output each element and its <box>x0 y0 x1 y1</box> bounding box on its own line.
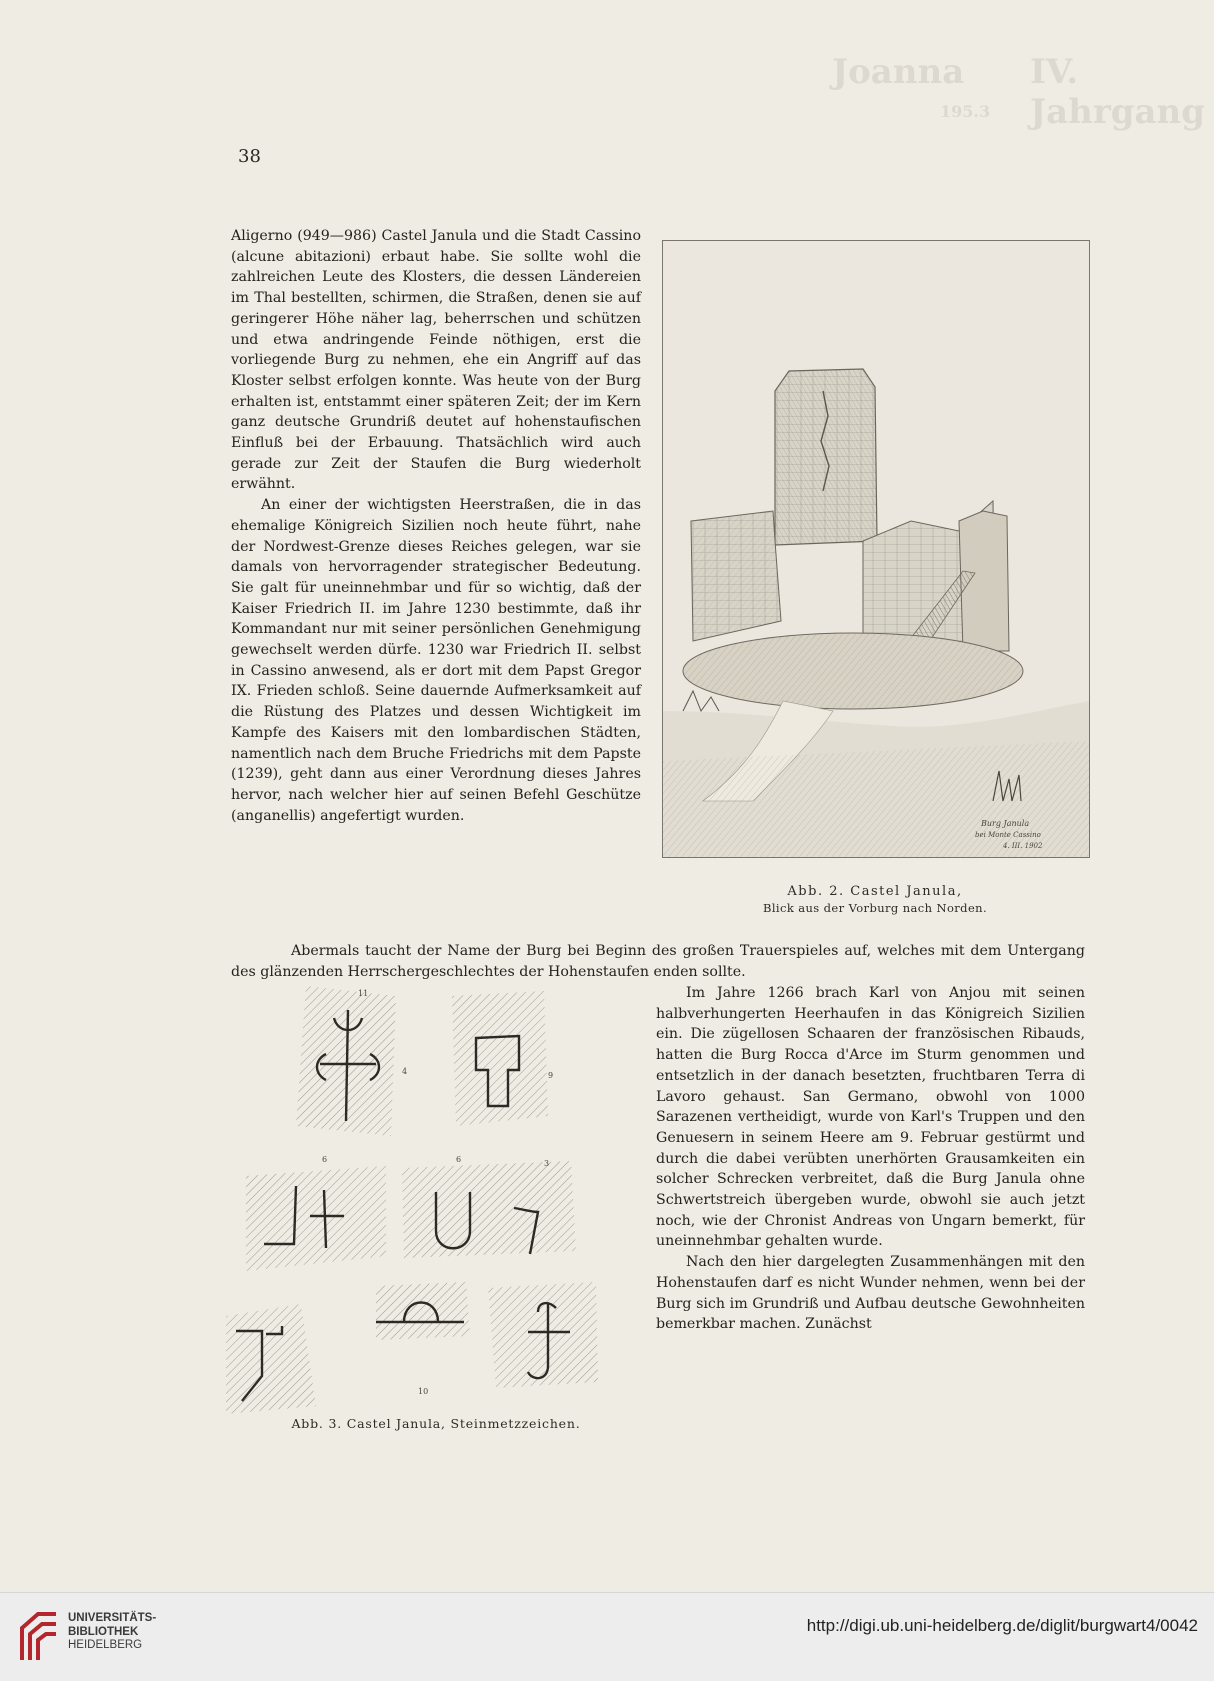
logo-line-2: BIBLIOTHEK <box>68 1625 139 1638</box>
mark-number-5: 6 <box>456 1155 462 1164</box>
castle-illustration <box>662 240 1090 858</box>
paragraph-3: Abermals taucht der Name der Burg bei Beginn des großen Trauerspieles auf, welches mit dem Untergang des glänzenden Herrschergeschlechtes der Hohenstaufen enden sollte. <box>231 943 1085 980</box>
paragraph-5: Nach den hier dargelegten Zusammenhängen mit den Hohenstaufen darf es nicht Wunder nehmen, wenn bei der Burg sich im Grundriß und Aufbau deutsche Gewohnheiten bemerkbar machen. Zunächst <box>656 1254 1085 1333</box>
library-logo-icon <box>16 1606 62 1662</box>
mark-number-3: 9 <box>548 1071 554 1080</box>
logo-line-3: HEIDELBERG <box>68 1639 143 1651</box>
figure-3-caption: Abb. 3. Castel Janula, Steinmetzzeichen. <box>291 1416 581 1431</box>
page-number: 38 <box>238 146 261 167</box>
artist-signature-line-2: bei Monte Cassino <box>975 831 1041 839</box>
viewer-footer <box>0 1592 1214 1681</box>
right-column <box>656 983 1085 1335</box>
mark-number-7: 10 <box>418 1387 429 1396</box>
bleed-through-mark: 195.3 <box>940 102 991 121</box>
figure-2-caption-title: Abb. 2. Castel Janula, <box>787 884 963 899</box>
artist-signature-line-3: 4. III. 1902 <box>1003 842 1043 850</box>
full-width-paragraph <box>231 941 1085 982</box>
left-column <box>231 226 641 826</box>
logo-line-1: UNIVERSITÄTS- <box>68 1612 157 1624</box>
mark-number-2: 4 <box>402 1067 408 1076</box>
mark-number-1: 11 <box>358 989 369 998</box>
bleed-through-heading-left: Joanna <box>832 52 965 92</box>
stonemason-marks-icon <box>226 986 646 1416</box>
paragraph-2: An einer der wichtigsten Heerstraßen, die in das ehemalige Königreich Sizilien noch heute führt, nahe der Nordwest-Grenze dieses Reiches gelegen, war sie damals von hervorragender strategischer Bedeutung. Sie galt für uneinnehmbar und für so wichtig, daß der Kaiser Friedrich II. im Jahre 1230 bestimmte, daß ihr Kommandant nur mit seiner persönlichen Genehmigung gewechselt werden dürfe. 1230 war Friedrich II. selbst in Cassino anwesend, als er dort mit dem Papst Gregor IX. Frieden schloß. Seine dauernde Aufmerksamkeit auf die Rüstung des Platzes und dessen Wichtigkeit im Kampfe des Kaisers mit den lombardischen Städten, namentlich nach dem Bruche Friedrichs mit dem Papste (1239), geht dann aus einer Verordnung dieses Jahres hervor, nach welcher hier auf seinen Befehl Geschütze (anganellis) angefertigt wurden. <box>231 497 641 824</box>
castle-drawing-icon <box>663 241 1089 857</box>
figure-2-caption <box>662 883 1088 917</box>
bleed-through-heading-right: IV. Jahrgang <box>1030 52 1206 132</box>
paragraph-1: Aligerno (949—986) Castel Janula und die Stadt Cassino (alcune abitazioni) erbaut habe. Sie sollte wohl die zahlreichen Leute des Klosters, die dessen Ländereien im Thal bestellten, schirmen, die Straßen, denen sie auf geringerer Höhe näher lag, beherrschen und schützen und etwa andringende Feinde nöthigen, erst die vorliegende Burg zu nehmen, ehe ein Angriff auf das Kloster selbst erfolgen konnte. Was heute von der Burg erhalten ist, entstammt einer späteren Zeit; der im Kern ganz deutsche Grundriß deutet auf hohenstaufischen Einfluß bei der Erbauung. Thatsächlich wird auch gerade zur Zeit der Staufen die Burg wiederholt erwähnt. <box>231 228 641 493</box>
mark-number-4: 6 <box>322 1155 328 1164</box>
artist-signature-line-1: Burg Janula <box>981 819 1030 828</box>
library-logo-text <box>68 1612 156 1653</box>
stonemason-marks-figure <box>226 986 646 1426</box>
paragraph-4: Im Jahre 1266 brach Karl von Anjou mit seinen halbverhungerten Heerhaufen in das Königreich Sizilien ein. Die zügellosen Schaaren der französischen Ribauds, hatten die Burg Rocca d'Arce im Sturm genommen und entsetzlich in der danach besetzten, fruchtbaren Terra di Lavoro gehaust. San Germano, obwohl von 1000 Sarazenen vertheidigt, wurde von Karl's Truppen und den Genuesern in seinem Heere am 9. Februar gestürmt und durch die dabei verübten unerhörten Grausamkeiten ein solcher Schrecken verbreitet, daß die Burg Janula ohne Schwertstreich übergeben wurde, obwohl sie auch jetzt noch, wie der Chronist Andreas von Ungarn bemerkt, für uneinnehmbar gehalten wurde. <box>656 985 1085 1250</box>
figure-2-caption-subtitle: Blick aus der Vorburg nach Norden. <box>762 901 988 915</box>
mark-number-6: 3 <box>544 1159 550 1168</box>
source-url-link[interactable]: http://digi.ub.uni-heidelberg.de/diglit/burgwart4/0042 <box>806 1616 1198 1635</box>
